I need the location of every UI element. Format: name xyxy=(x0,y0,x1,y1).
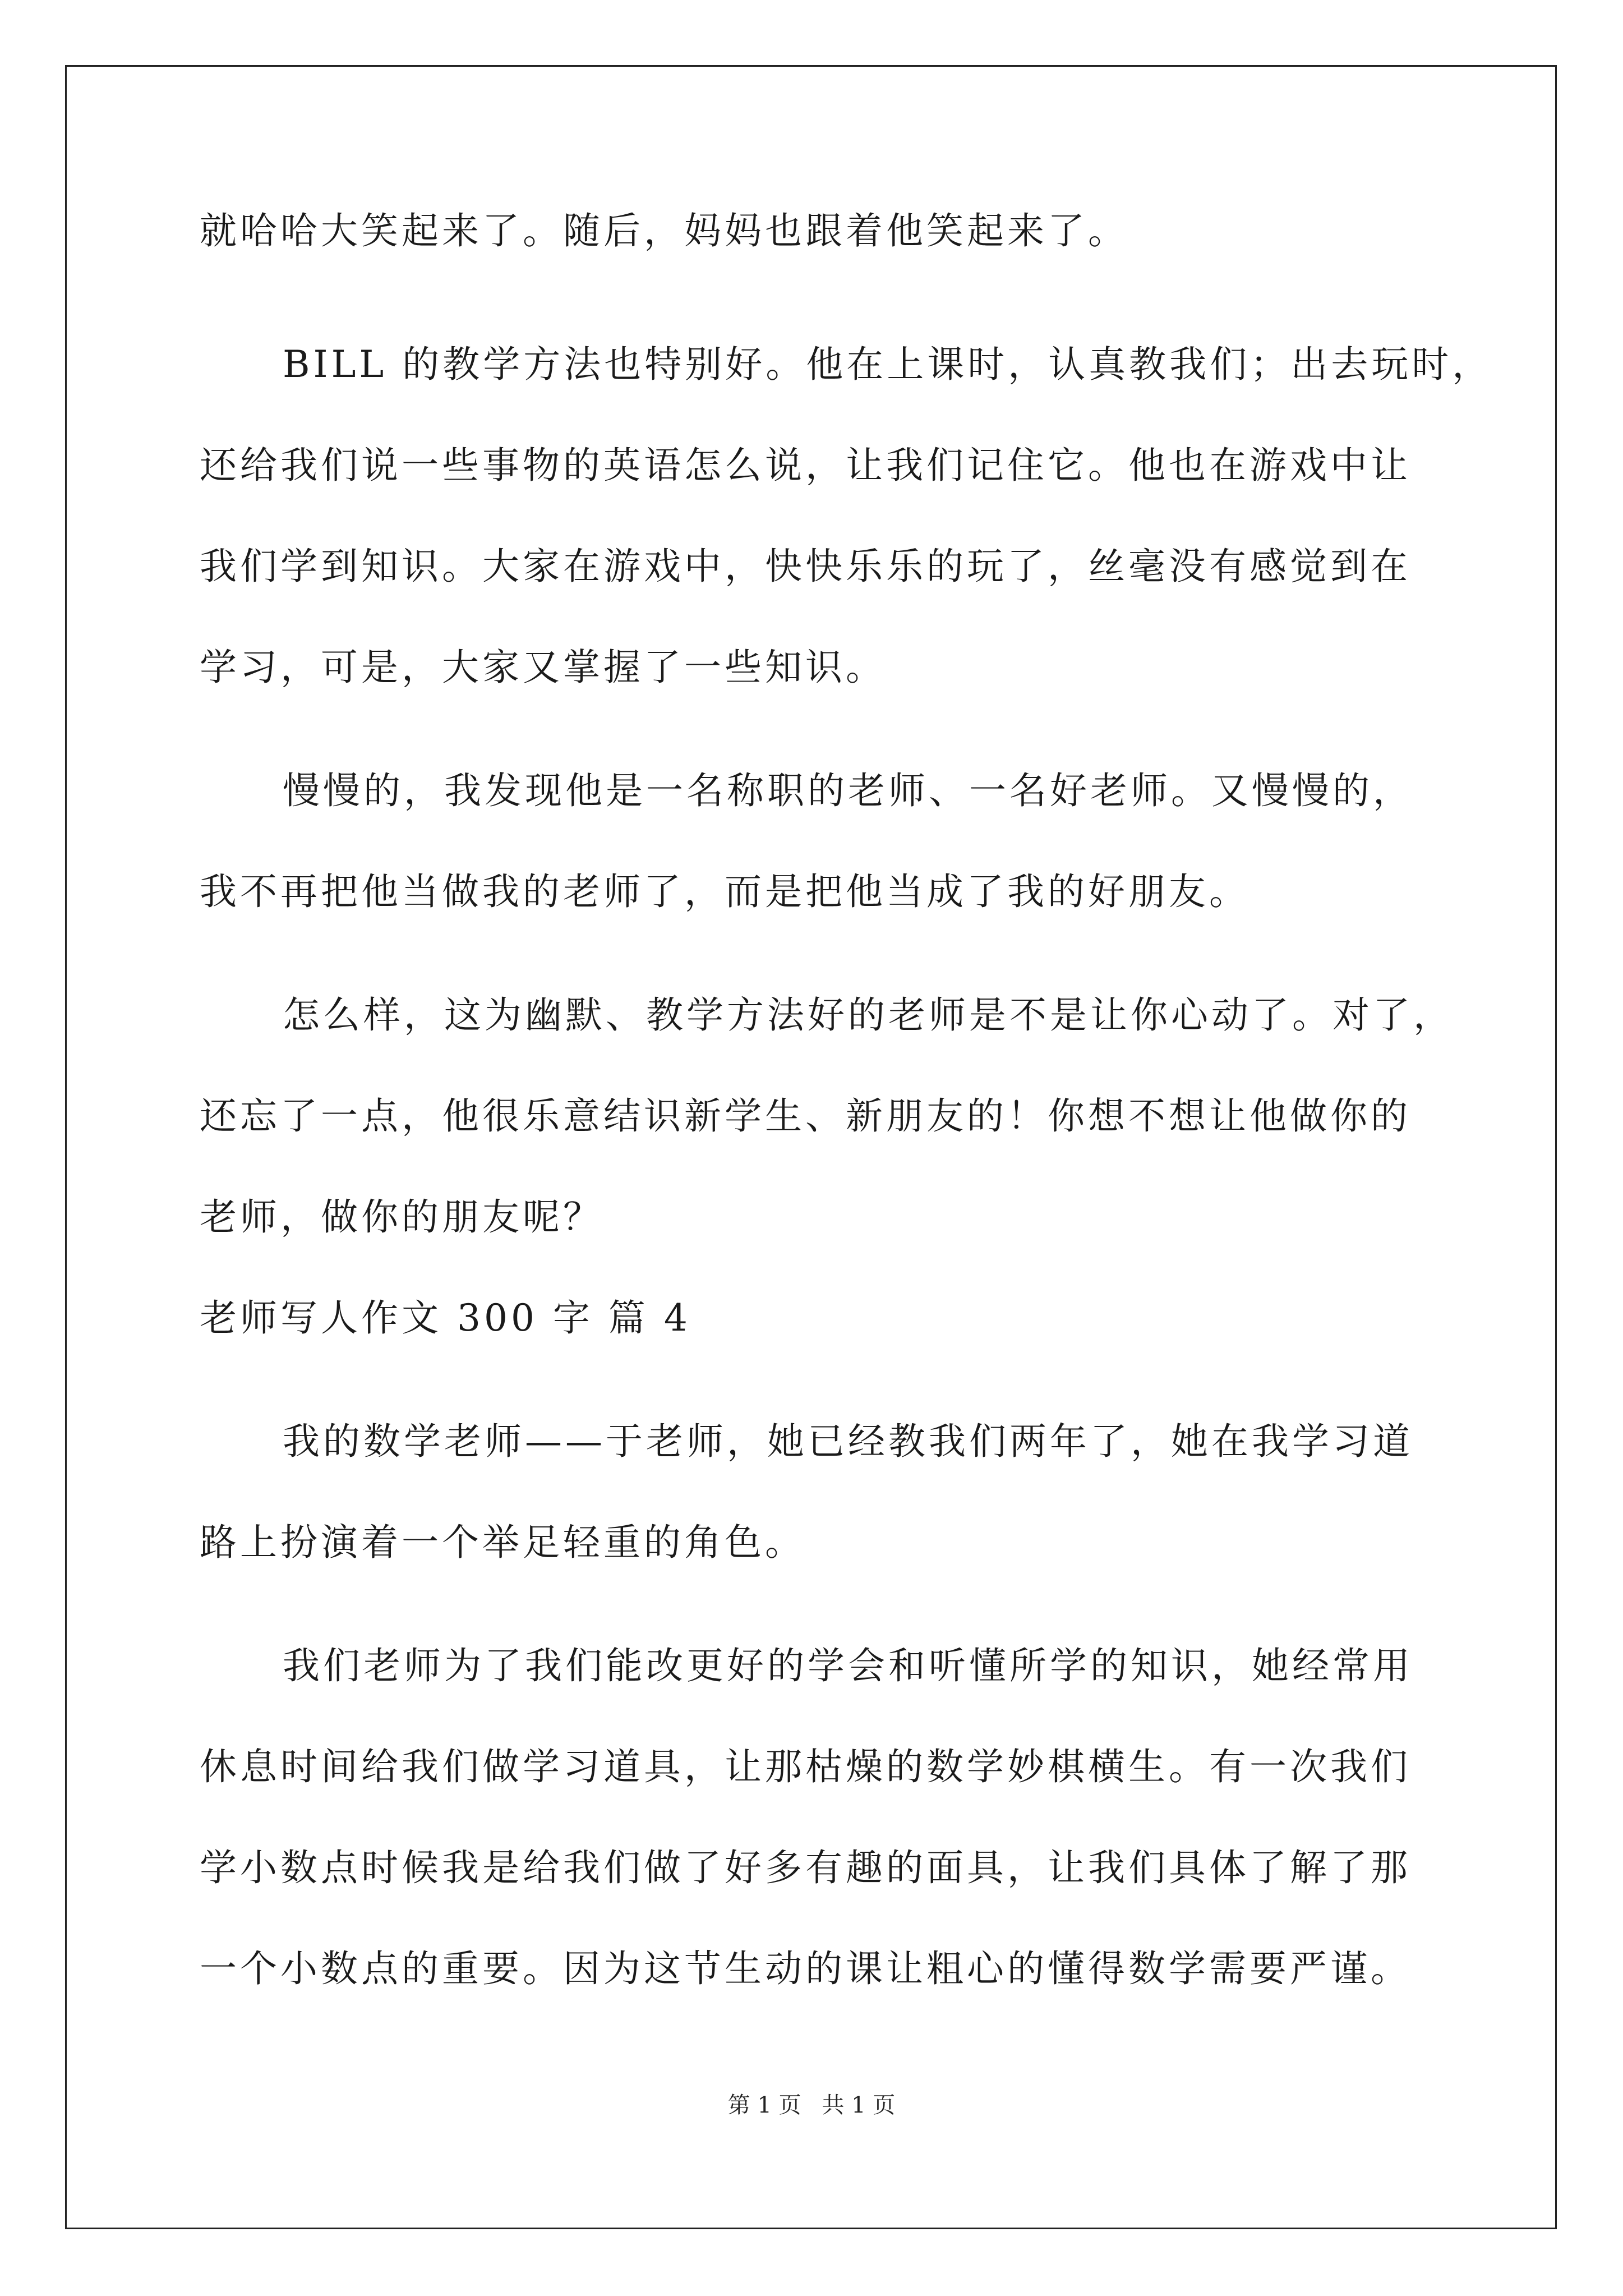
paragraph-line: 一个小数点的重要。因为这节生动的课让粗心的懂得数学需要严谨。 xyxy=(200,1947,1411,1990)
paragraph-line: 我不再把他当做我的老师了，而是把他当成了我的好朋友。 xyxy=(200,870,1249,913)
paragraph-line: 就哈哈大笑起来了。随后，妈妈也跟着他笑起来了。 xyxy=(200,209,1128,252)
paragraph-line: 路上扮演着一个举足轻重的角色。 xyxy=(200,1521,805,1564)
paragraph-line: 休息时间给我们做学习道具，让那枯燥的数学妙棋横生。有一次我们 xyxy=(200,1745,1411,1788)
paragraph-line: 我的数学老师——于老师，她已经教我们两年了，她在我学习道 xyxy=(283,1420,1413,1463)
paragraph-line: BILL 的教学方法也特别好。他在上课时，认真教我们；出去玩时， xyxy=(283,343,1493,386)
paragraph-line: 还忘了一点，他很乐意结识新学生、新朋友的！你想不想让他做你的 xyxy=(200,1094,1411,1138)
paragraph-line: 我们学到知识。大家在游戏中，快快乐乐的玩了，丝毫没有感觉到在 xyxy=(200,545,1411,588)
paragraph-line: 老师，做你的朋友呢？ xyxy=(200,1195,603,1239)
section-heading: 老师写人作文 300 字 篇 4 xyxy=(200,1296,691,1340)
paragraph-line: 学习，可是，大家又掌握了一些知识。 xyxy=(200,646,886,689)
page-number: 第 1 页 xyxy=(727,2092,801,2118)
page-total: 共 1 页 xyxy=(822,2092,896,2118)
paragraph-line: 我们老师为了我们能改更好的学会和听懂所学的知识，她经常用 xyxy=(283,1644,1413,1687)
paragraph-line: 慢慢的，我发现他是一名称职的老师、一名好老师。又慢慢的， xyxy=(283,769,1413,812)
paragraph-line: 还给我们说一些事物的英语怎么说，让我们记住它。他也在游戏中让 xyxy=(200,444,1411,487)
page-footer xyxy=(0,2091,1623,2119)
paragraph-line: 学小数点时候我是给我们做了好多有趣的面具，让我们具体了解了那 xyxy=(200,1846,1411,1889)
page-border xyxy=(65,65,1557,2229)
paragraph-line: 怎么样，这为幽默、教学方法好的老师是不是让你心动了。对了， xyxy=(283,993,1454,1037)
